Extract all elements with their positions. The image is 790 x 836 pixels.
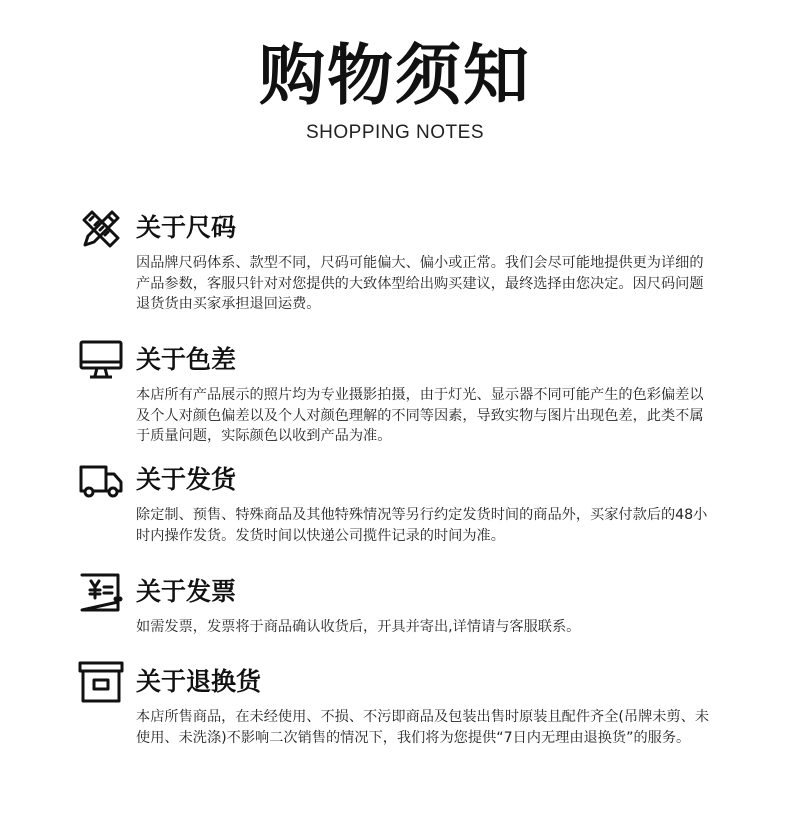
page-subtitle: SHOPPING NOTES bbox=[305, 122, 485, 143]
section-heading: 关于退换货 bbox=[136, 667, 262, 696]
section-body: 除定制、预售、特殊商品及其他特殊情况等另行约定发货时间的商品外，买家付款后的48小时内操作发货。发货时间以快递公司揽件记录的时间为准。 bbox=[136, 507, 708, 544]
monitor-icon bbox=[78, 338, 124, 384]
section-body: 本店所售商品，在未经使用、不损、不污即商品及包装出售时原装且配件齐全(吊牌未剪、未使用、未洗涤)不影响二次销售的情况下，我们将为您提供“7日内无理由退换货”的服务。 bbox=[136, 709, 710, 746]
page-title: 购物须知 bbox=[259, 37, 531, 114]
section-heading: 关于发货 bbox=[136, 465, 237, 494]
delivery-truck-icon bbox=[78, 458, 124, 504]
section-body: 因品牌尺码体系、款型不同，尺码可能偏大、偏小或正常。我们会尽可能地提供更为详细的产品参数，客服只针对对您提供的大致体型给出购买建议，最终选择由您决定。因尺码问题退货货由买家承担退回运费。 bbox=[136, 255, 704, 312]
section-body: 如需发票，发票将于商品确认收货后，开具并寄出,详情请与客服联系。 bbox=[136, 619, 581, 635]
section-body: 本店所有产品展示的照片均为专业摄影拍摄，由于灯光、显示器不同可能产生的色彩偏差以及个人对颜色偏差以及个人对颜色理解的不同等因素，导致实物与图片出现色差，此类不属于质量问题，实际颜色以收到产品为准。 bbox=[136, 387, 704, 444]
section-heading: 关于色差 bbox=[136, 345, 237, 374]
section-heading: 关于尺码 bbox=[136, 213, 237, 242]
invoice-receipt-icon bbox=[78, 570, 124, 616]
return-box-icon bbox=[78, 660, 124, 706]
section-heading: 关于发票 bbox=[136, 577, 237, 606]
ruler-pencil-icon bbox=[78, 206, 124, 252]
